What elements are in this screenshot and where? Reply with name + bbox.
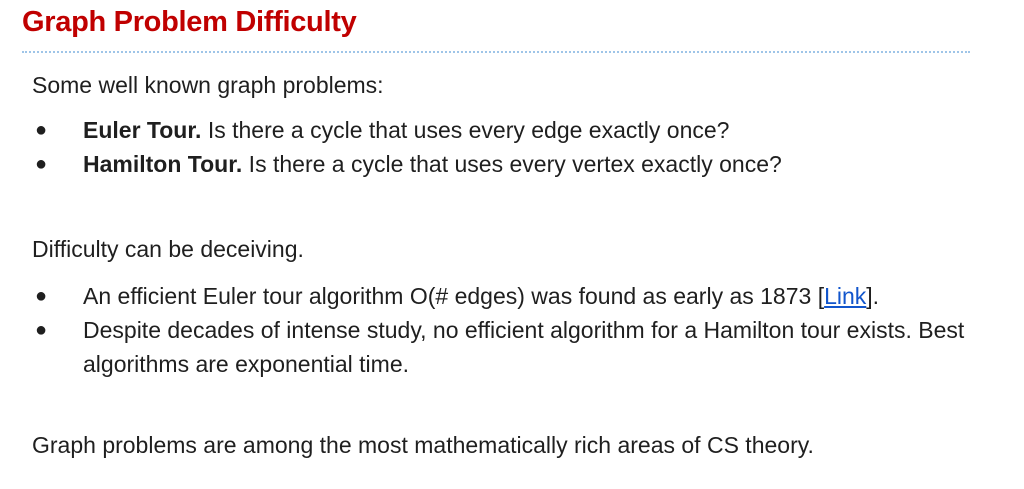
euler-fact-text: An efficient Euler tour algorithm O(# edges) was found as early as 1873 [ [83,283,825,309]
title-divider [22,51,970,53]
bullet-icon: ● [35,119,48,141]
difficulty-list [32,279,1002,381]
intro-text: Some well known graph problems: [32,72,384,98]
list-item [32,313,973,381]
list-item [32,279,1002,313]
problem-list [32,113,1002,181]
slide-title: Graph Problem Difficulty [22,6,357,38]
hamilton-term: Hamilton Tour. [83,151,243,177]
bullet-icon: ● [35,319,48,341]
difficulty-intro: Difficulty can be deceiving. [32,236,304,262]
list-item [32,113,1002,147]
euler-link[interactable]: Link [824,283,867,309]
list-item [32,147,1002,181]
hamilton-fact-text: Despite decades of intense study, no efficient algorithm for a Hamilton tour exists. Best algorithms are exponential time. [83,317,965,377]
euler-description: Is there a cycle that uses every edge exactly once? [201,117,730,143]
bullet-icon: ● [35,153,48,175]
bullet-icon: ● [35,285,48,307]
hamilton-description: Is there a cycle that uses every vertex exactly once? [242,151,782,177]
conclusion-text: Graph problems are among the most mathematically rich areas of CS theory. [32,432,814,458]
euler-fact-end: ]. [866,283,880,309]
euler-term: Euler Tour. [83,117,202,143]
